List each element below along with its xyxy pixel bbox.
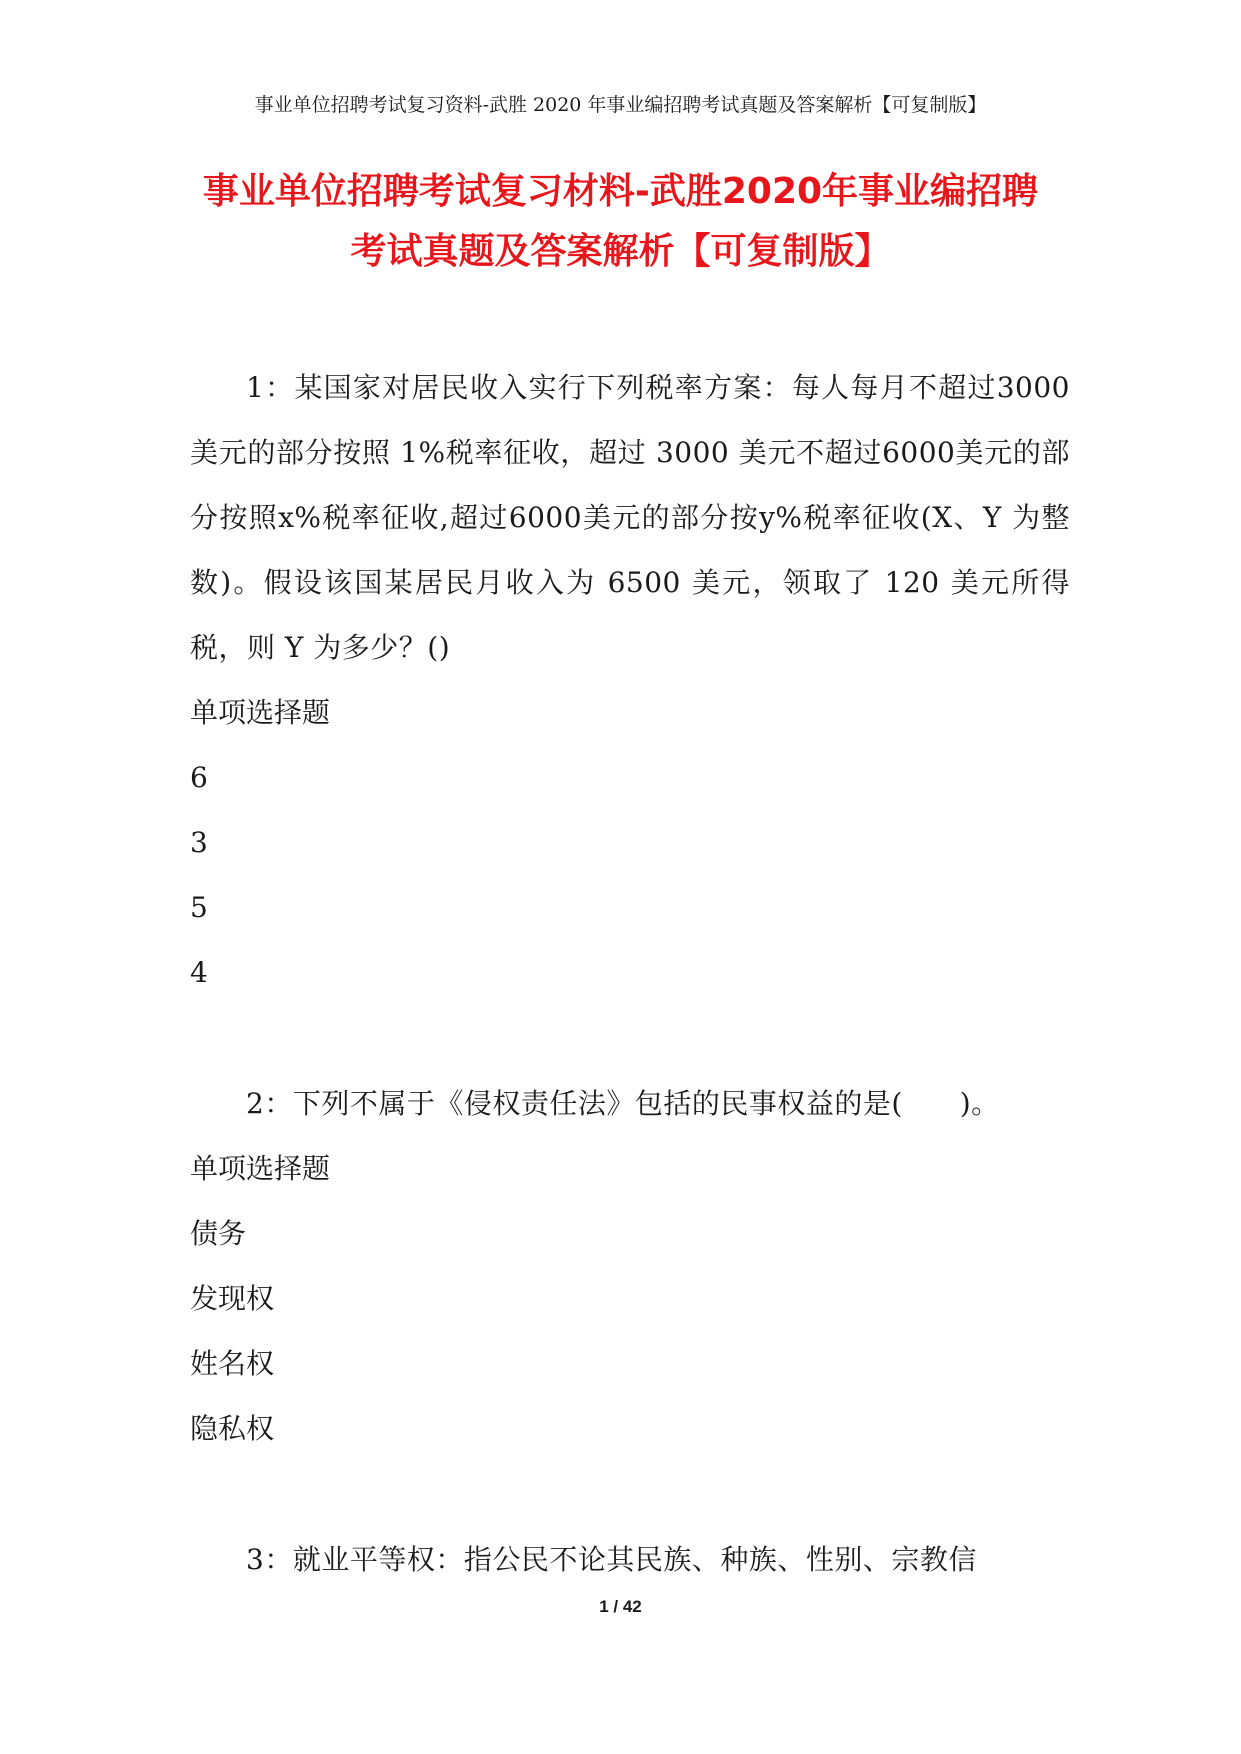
answer-option: 4 [190, 956, 208, 989]
document-title [150, 162, 1091, 282]
question-2 [190, 1071, 1070, 1461]
running-header: 事业单位招聘考试复习资料-武胜 2020 年事业编招聘考试真题及答案解析【可复制版】 [254, 94, 987, 116]
question-spacer [190, 1005, 1070, 1071]
question-text: 3：就业平等权：指公民不论其民族、种族、性别、宗教信 [246, 1543, 977, 1576]
answer-option: 发现权 [190, 1282, 275, 1315]
question-type: 单项选择题 [190, 696, 331, 729]
answer-option: 债务 [190, 1217, 247, 1250]
title-line-2: 考试真题及答案解析【可复制版】 [350, 231, 891, 272]
question-type: 单项选择题 [190, 1152, 331, 1185]
question-text: 2：下列不属于《侵权责任法》包括的民事权益的是( )。 [246, 1087, 1000, 1120]
page-number: 1 / 42 [599, 1597, 642, 1616]
question-spacer [190, 1461, 1070, 1527]
answer-option: 3 [190, 826, 208, 859]
answer-option: 5 [190, 891, 208, 924]
question-text: 1：某国家对居民收入实行下列税率方案：每人每月不超过3000 美元的部分按照 1%税率征收，超过 3000 美元不超过6000美元的部分按照x%税率征收,超过6000美元的部分按y%税率征收(X、Y 为整数)。假设该国某居民月收入为 6500 美元，领取了 120 美元所得税，则 Y 为多少？() [190, 371, 1070, 664]
question-1 [190, 355, 1070, 1005]
answer-option: 6 [190, 761, 208, 794]
question-3 [190, 1527, 1070, 1592]
answer-option: 姓名权 [190, 1347, 275, 1380]
answer-option: 隐私权 [190, 1412, 275, 1445]
title-line-1: 事业单位招聘考试复习材料-武胜2020年事业编招聘 [202, 171, 1039, 212]
document-body [190, 355, 1070, 1592]
